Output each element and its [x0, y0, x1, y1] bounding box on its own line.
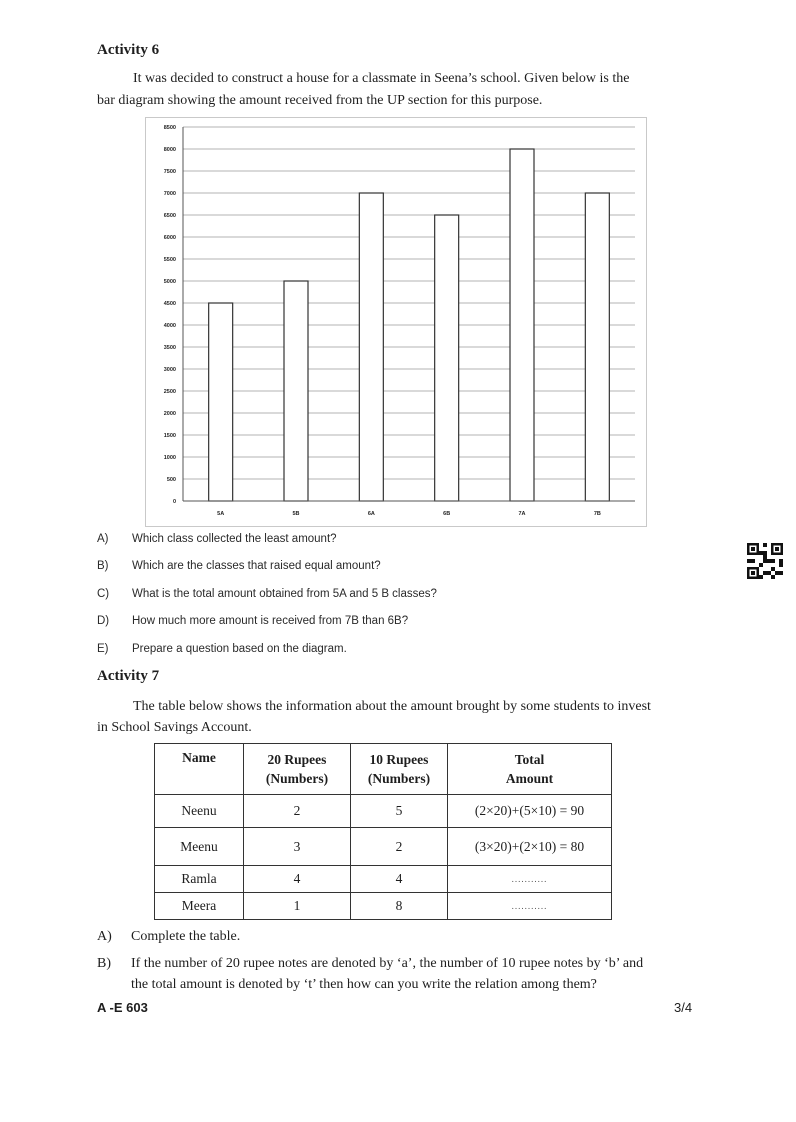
- question-text: What is the total amount obtained from 5A and 5 B classes?: [132, 588, 437, 600]
- bar-6a: [359, 193, 383, 501]
- cell-name: Meera: [155, 893, 244, 920]
- y-tick-label: 5000: [163, 279, 176, 285]
- activity7-heading: Activity 7: [97, 668, 160, 684]
- activity7-intro-line1: The table below shows the information about the amount brought by some students to invest: [133, 699, 651, 714]
- table-header-row: [155, 744, 612, 795]
- y-tick-label: 500: [166, 477, 176, 483]
- y-tick-label: 1500: [163, 433, 176, 439]
- question-d: [97, 615, 408, 627]
- question-letter: C): [97, 588, 110, 600]
- question-text: Which are the classes that raised equal amount?: [132, 560, 381, 572]
- activity6-intro-line2: bar diagram showing the amount received from the UP section for this purpose.: [97, 93, 543, 108]
- question-letter: B): [97, 560, 109, 572]
- header-10-rupees: [351, 744, 448, 795]
- savings-table: [154, 743, 612, 920]
- activity7-question-a: [97, 926, 717, 948]
- y-tick-label: 0: [172, 499, 176, 505]
- cell-name: Neenu: [155, 795, 244, 828]
- y-tick-label: 3500: [163, 345, 176, 351]
- table-row: [155, 828, 612, 866]
- bar-5b: [284, 281, 308, 501]
- question-text-line1: If the number of 20 rupee notes are denoted by ‘a’, the number of 10 rupee notes by ‘b’ and: [131, 956, 644, 971]
- y-tick-label: 8500: [163, 125, 176, 131]
- activity6-heading: Activity 6: [97, 42, 160, 58]
- y-tick-label: 7500: [163, 169, 176, 175]
- header-10-line1: 10 Rupees: [369, 752, 429, 767]
- header-10-line2: (Numbers): [367, 771, 431, 786]
- cell-ten: 2: [351, 828, 448, 866]
- qr-code-icon: [747, 543, 783, 579]
- question-letter: A): [97, 929, 112, 944]
- cell-total-blank: ...........: [448, 893, 612, 920]
- cell-twenty: 3: [244, 828, 351, 866]
- cell-ten: 8: [351, 893, 448, 920]
- x-tick-label: 6A: [367, 511, 375, 517]
- cell-twenty: 2: [244, 795, 351, 828]
- cell-twenty: 4: [244, 866, 351, 893]
- cell-ten: 4: [351, 866, 448, 893]
- cell-total: (2×20)+(5×10) = 90: [448, 795, 612, 828]
- question-b: [97, 560, 381, 572]
- cell-name: Meenu: [155, 828, 244, 866]
- activity6-intro-line1: It was decided to construct a house for a classmate in Seena’s school. Given below is the: [133, 71, 630, 86]
- x-tick-label: 7B: [593, 511, 601, 517]
- footer-code: A -E 603: [97, 1000, 148, 1015]
- table-row: [155, 795, 612, 828]
- bar-6b: [435, 215, 459, 501]
- y-tick-label: 4000: [163, 323, 176, 329]
- y-tick-label: 2500: [163, 389, 176, 395]
- header-20-rupees: [244, 744, 351, 795]
- bar-7b: [585, 193, 609, 501]
- question-text: Which class collected the least amount?: [132, 533, 337, 545]
- question-text: Complete the table.: [131, 929, 241, 944]
- x-tick-label: 5B: [292, 511, 300, 517]
- y-tick-label: 2000: [163, 411, 176, 417]
- y-tick-label: 8000: [163, 147, 176, 153]
- y-tick-label: 3000: [163, 367, 176, 373]
- activity7-question-b: [97, 953, 717, 997]
- y-tick-label: 7000: [163, 191, 176, 197]
- question-text: How much more amount is received from 7B than 6B?: [132, 615, 409, 627]
- question-letter: E): [97, 643, 109, 655]
- footer-page-number: 3/4: [674, 1000, 693, 1015]
- bar-5a: [209, 303, 233, 501]
- bar-chart: [145, 117, 647, 527]
- header-20-line1: 20 Rupees: [267, 752, 327, 767]
- header-20-line2: (Numbers): [265, 771, 329, 786]
- question-text: Prepare a question based on the diagram.: [132, 643, 347, 655]
- cell-total: (3×20)+(2×10) = 80: [448, 828, 612, 866]
- x-tick-label: 5A: [217, 511, 225, 517]
- question-letter: B): [97, 956, 111, 971]
- cell-name: Ramla: [155, 866, 244, 893]
- table-row: [155, 866, 612, 893]
- x-tick-label: 6B: [443, 511, 451, 517]
- activity7-intro-line2: in School Savings Account.: [97, 720, 252, 735]
- bar-7a: [510, 149, 534, 501]
- question-e: [97, 643, 347, 655]
- cell-ten: 5: [351, 795, 448, 828]
- header-name: Name: [155, 744, 244, 795]
- y-tick-label: 1000: [163, 455, 176, 461]
- question-letter: D): [97, 615, 110, 627]
- y-tick-label: 6500: [163, 213, 176, 219]
- table-row: [155, 893, 612, 920]
- header-total-line1: Total: [514, 752, 545, 767]
- cell-total-blank: ...........: [448, 866, 612, 893]
- x-tick-label: 7A: [518, 511, 526, 517]
- y-tick-label: 6000: [163, 235, 176, 241]
- cell-twenty: 1: [244, 893, 351, 920]
- question-text-line2: the total amount is denoted by ‘t’ then how can you write the relation among them?: [131, 977, 597, 992]
- header-total: [448, 744, 612, 795]
- y-tick-label: 4500: [163, 301, 176, 307]
- question-a: [97, 533, 337, 545]
- question-c: [97, 588, 437, 600]
- header-total-line2: Amount: [505, 771, 554, 786]
- y-tick-label: 5500: [163, 257, 176, 263]
- question-letter: A): [97, 533, 109, 545]
